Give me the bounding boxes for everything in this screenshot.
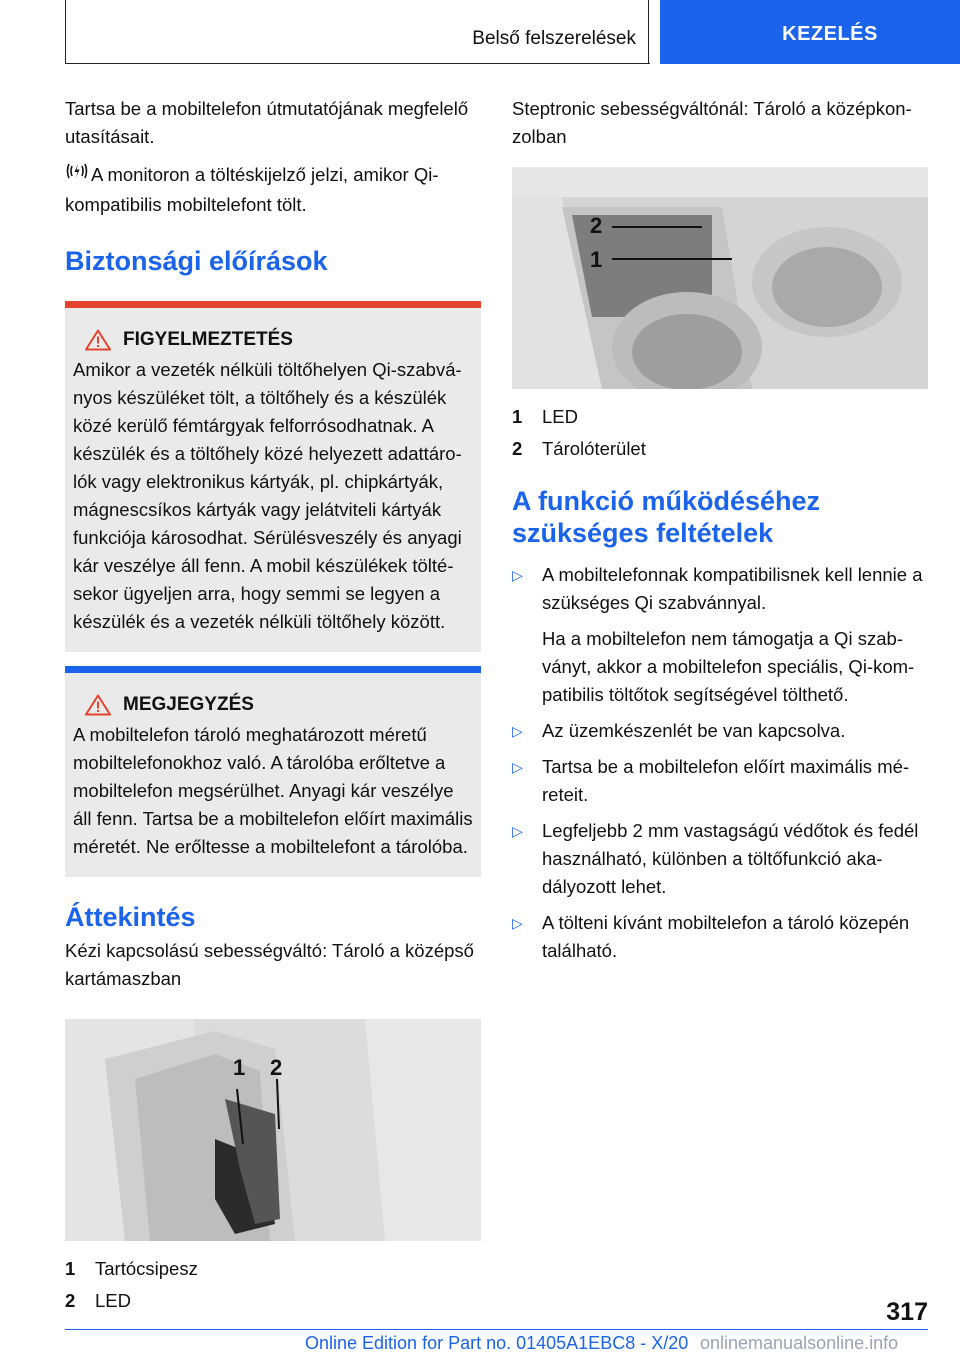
safety-heading: Biztonsági előírások <box>65 246 328 276</box>
list-item <box>512 561 928 709</box>
left-callout-list <box>65 1255 481 1315</box>
callout-number: 2 <box>512 438 523 459</box>
header-section-title: Belső felszerelések <box>472 28 636 49</box>
left-column <box>65 95 481 1319</box>
bullet-triangle-icon: ▷ <box>512 759 523 775</box>
photo-label-1: 1 <box>233 1055 246 1080</box>
list-item <box>512 817 928 901</box>
requirements-list <box>512 561 928 965</box>
bullet-triangle-icon: ▷ <box>512 915 523 931</box>
requirements-heading: A funkció működéséhez szükséges feltételek <box>512 486 821 548</box>
steptronic-caption: Steptronic sebességváltónál: Tároló a középkonzolban <box>512 98 912 147</box>
armrest-storage-photo <box>65 1019 481 1241</box>
list-item <box>512 717 928 745</box>
callout-row <box>65 1287 481 1315</box>
notice-box <box>65 666 481 877</box>
list-item-text: Az üzemkészenlét be van kapcsolva. <box>542 720 846 741</box>
header-rule-left <box>65 0 66 64</box>
warning-triangle-icon <box>85 694 111 716</box>
charging-indicator-paragraph <box>65 161 481 219</box>
warning-title: FIGYELMEZTETÉS <box>123 329 293 350</box>
list-item-text: A mobiltelefonnak kompatibilisnek kell lennie a szükséges Qi szabvánnyal. <box>542 564 923 613</box>
photo-label-2: 2 <box>270 1055 283 1080</box>
center-console-photo <box>512 167 928 389</box>
footer-watermark: onlinemanualsonline.info <box>700 1333 899 1353</box>
warning-box <box>65 301 481 652</box>
notice-header <box>73 691 473 719</box>
list-item <box>512 753 928 809</box>
header-chapter-tab[interactable] <box>660 0 960 64</box>
callout-row <box>65 1255 481 1283</box>
warning-text: Amikor a vezeték nélküli töltőhelyen Qi-szabványos készüléket tölt, a töltőhely és a készülék közé kerülő fémtárgyak felforrósodhatnak. A készülék és a töltőhely közé helyezett adattárolók vagy elektronikus kártyák, pl. chipkártyák, mágnescsíkos kártyák vagy jelátviteli kártyák funkciója károsodhat. Sérülésveszély és anyagi kár veszélye áll fenn. A mobil készülékek töltésekor ügyeljen arra, hogy semmi se legyen a készülék és a vezeték nélküli töltőhely között. <box>73 359 462 632</box>
callout-label: LED <box>95 1290 131 1311</box>
photo-label-1: 1 <box>590 247 603 272</box>
list-item-text: Legfeljebb 2 mm vastagságú védőtok és fedél használható, különben a töltőfunkció akadályozott lehet. <box>542 820 919 897</box>
callout-number: 1 <box>65 1258 76 1279</box>
header-chapter-label: KEZELÉS <box>782 22 878 45</box>
header-rule-bottom <box>65 63 650 64</box>
list-item <box>512 909 928 965</box>
charging-indicator-text: A monitoron a töltéskijelző jelzi, amikor Qi-kompatibilis mobiltelefont tölt. <box>65 164 439 215</box>
warning-header <box>73 326 473 354</box>
callout-number: 1 <box>512 406 523 427</box>
right-column <box>512 95 928 973</box>
right-callout-list <box>512 403 928 463</box>
bullet-triangle-icon: ▷ <box>512 723 523 739</box>
callout-label: LED <box>542 406 578 427</box>
list-item-text: A tölteni kívánt mobiltelefon a tároló közepén található. <box>542 912 910 961</box>
list-item-subtext: Ha a mobiltelefon nem támogatja a Qi szabványt, akkor a mobiltelefon speciális, Qi-kompatibilis töltőtok segítségével tölthető. <box>542 628 915 705</box>
bullet-triangle-icon: ▷ <box>512 567 523 583</box>
callout-number: 2 <box>65 1290 76 1311</box>
photo-label-2: 2 <box>590 213 603 238</box>
warning-triangle-icon <box>85 329 111 351</box>
notice-text: A mobiltelefon tároló meghatározott méretű mobiltelefonokhoz való. A tárolóba erőltetve a mobiltelefon megsérülhet. Anyagi kár veszélye áll fenn. Tartsa be a mobiltelefon előírt maximális méretét. Ne erőltesse a mobiltelefont a tárolóba. <box>73 724 473 857</box>
notice-title: MEGJEGYZÉS <box>123 694 254 715</box>
bullet-triangle-icon: ▷ <box>512 823 523 839</box>
callout-label: Tárolóterület <box>542 438 646 459</box>
wireless-charging-icon <box>65 161 91 191</box>
overview-caption: Kézi kapcsolású sebességváltó: Tároló a középső kartámaszban <box>65 940 474 989</box>
overview-heading: Áttekintés <box>65 902 196 932</box>
footer-edition-link[interactable]: Online Edition for Part no. 01405A1EBC8 - X/20 <box>305 1333 689 1353</box>
callout-row <box>512 435 928 463</box>
intro-paragraph: Tartsa be a mobiltelefon útmutatójának megfelelő utasításait. <box>65 98 469 147</box>
header-rule-mid <box>648 0 649 64</box>
list-item-text: Tartsa be a mobiltelefon előírt maximális méreteit. <box>542 756 910 805</box>
page-number: 317 <box>886 1298 928 1326</box>
footer-rule <box>65 1329 928 1330</box>
callout-label: Tartócsipesz <box>95 1258 198 1279</box>
callout-row <box>512 403 928 431</box>
